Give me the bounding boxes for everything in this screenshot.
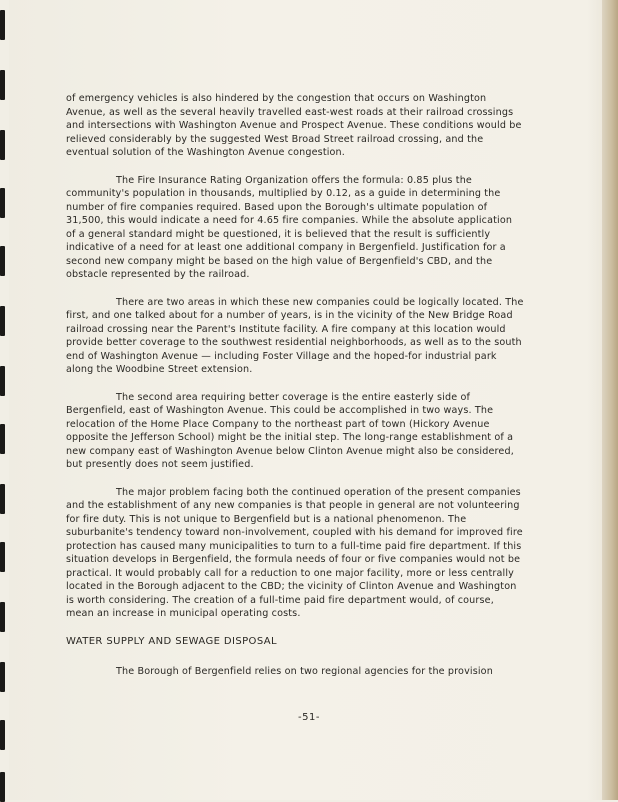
binding-strip [0,0,9,800]
binding-ring [0,772,5,802]
paragraph-1: of emergency vehicles is also hindered by the congestion that occurs on Washington Avenue, as well as the several heavily travelled east-west roads at their railroad crossings and intersections with Washington Avenue and Prospect Avenue. These conditions would be relieved considerably by the suggested West Broad Street railroad crossing, and the eventual solution of the Washington Avenue congestion. [66,93,522,158]
binding-ring [0,246,5,276]
page-number: -51- [298,712,320,723]
binding-ring [0,542,5,572]
body-text [66,92,524,693]
binding-ring [0,10,5,40]
paragraph-2: The Fire Insurance Rating Organization offers the formula: 0.85 plus the community's population in thousands, multiplied by 0.12, as a guide in determining the number of fire companies required. Based upon the Borough's ultimate population of 31,500, this would indicate a need for 4.65 fire companies. While the absolute application of a general standard might be questioned, it is believed that the result is sufficiently indicative of a need for at least one additional company in Bergenfield. Justification for a second new company might be based on the high value of Bergenfield's CBD, and the obstacle represented by the railroad. [66,174,513,280]
paragraph-6: The Borough of Bergenfield relies on two regional agencies for the provision [116,666,493,677]
binding-ring [0,720,5,750]
binding-ring [0,130,5,160]
binding-ring [0,602,5,632]
section-heading: WATER SUPPLY AND SEWAGE DISPOSAL [66,635,277,647]
binding-ring [0,424,5,454]
paragraph-3: There are two areas in which these new companies could be logically located. The first, and one talked about for a number of years, is in the vicinity of the New Bridge Road railroad crossing near the Parent's Institute facility. A fire company at this location would provide better coverage to the southwest residential neighborhoods, as well as to the south end of Washington Avenue — including Foster Village and the hoped-for industrial park along the Woodbine Street extension. [66,296,524,375]
binding-ring [0,366,5,396]
binding-ring [0,662,5,692]
binding-ring [0,484,5,514]
paragraph-5: The major problem facing both the continued operation of the present companies and the establishment of any new companies is that people in general are not volunteering for fire duty. This is not unique to Bergenfield but is a national phenomenon. The suburbanite's tendency toward non-involvement, coupled with his demand for improved fire protection has caused many municipalities to turn to a full-time paid fire department. If this situation develops in Bergenfield, the formula needs of four or five companies would not be practical. It would probably call for a reduction to one major facility, more or less centrally located in the Borough adjacent to the CBD; the vicinity of Clinton Avenue and Washington is worth considering. The creation of a full-time paid fire department would, of course, mean an increase in municipal operating costs. [66,486,523,619]
page-edge-shadow [602,0,618,800]
binding-ring [0,188,5,218]
binding-ring [0,306,5,336]
binding-ring [0,70,5,100]
paragraph-4: The second area requiring better coverage is the entire easterly side of Bergenfield, east of Washington Avenue. This could be accomplished in two ways. The relocation of the Home Place Company to the northeast part of town (Hickory Avenue opposite the Jefferson School) might be the initial step. The long-range establishment of a new company east of Washington Avenue below Clinton Avenue might also be considered, but presently does not seem justified. [66,391,514,470]
